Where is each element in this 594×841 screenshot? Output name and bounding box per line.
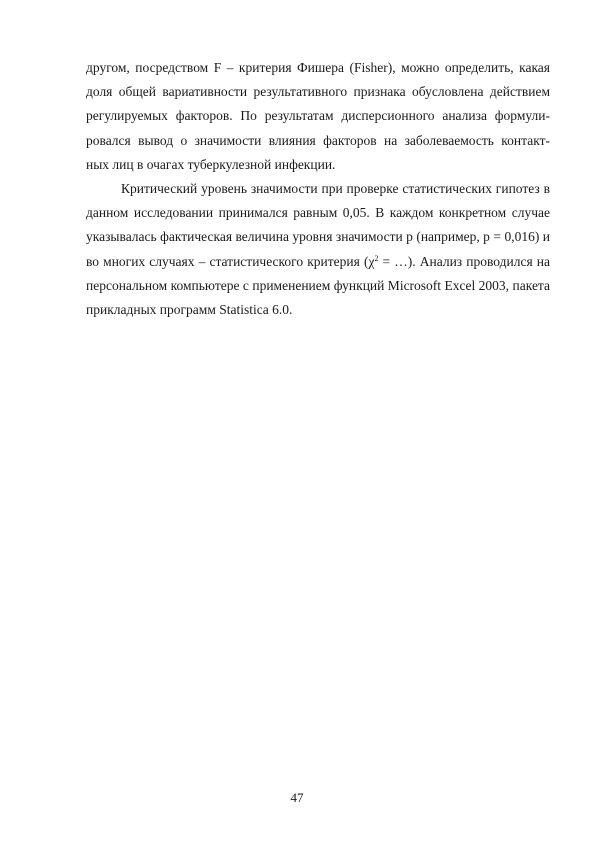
document-body [86,56,550,322]
text-line: регулируемых факторов. По результатам дисперсионного анализа формули- [86,108,550,124]
text-line: указывалась фактическая величина уровня значимости р (например, р = 0,016) и [86,229,550,245]
text-line-with-formula [86,250,550,274]
page-number: 47 [290,790,304,805]
paragraph-1 [86,56,550,177]
superscript: 2 [374,253,379,263]
text-line: другом, посредством F – критерия Фишера (Fisher), можно определить, какая [86,60,550,75]
text-line: Критический уровень значимости при проверке статистических гипотез в [121,181,550,197]
text-line: ных лиц в очагах туберкулезной инфекции. [86,156,336,172]
paragraph-2 [86,177,550,322]
text-line: ровался вывод о значимости влияния факторов на заболеваемость контакт- [86,132,550,148]
text-segment: во многих случаях – статистического критерия (χ [86,253,375,269]
text-line: персональном компьютере с применением функций Microsoft Excel 2003, пакета [86,277,550,293]
text-line: данном исследовании принимался равным 0,05. В каждом конкретном случае [86,205,550,221]
text-line: доля общей вариативности результативного признака обусловлена действием [86,84,550,100]
text-segment: = …). Анализ проводился на [378,253,550,269]
text-line: прикладных программ Statistica 6.0. [86,302,293,318]
